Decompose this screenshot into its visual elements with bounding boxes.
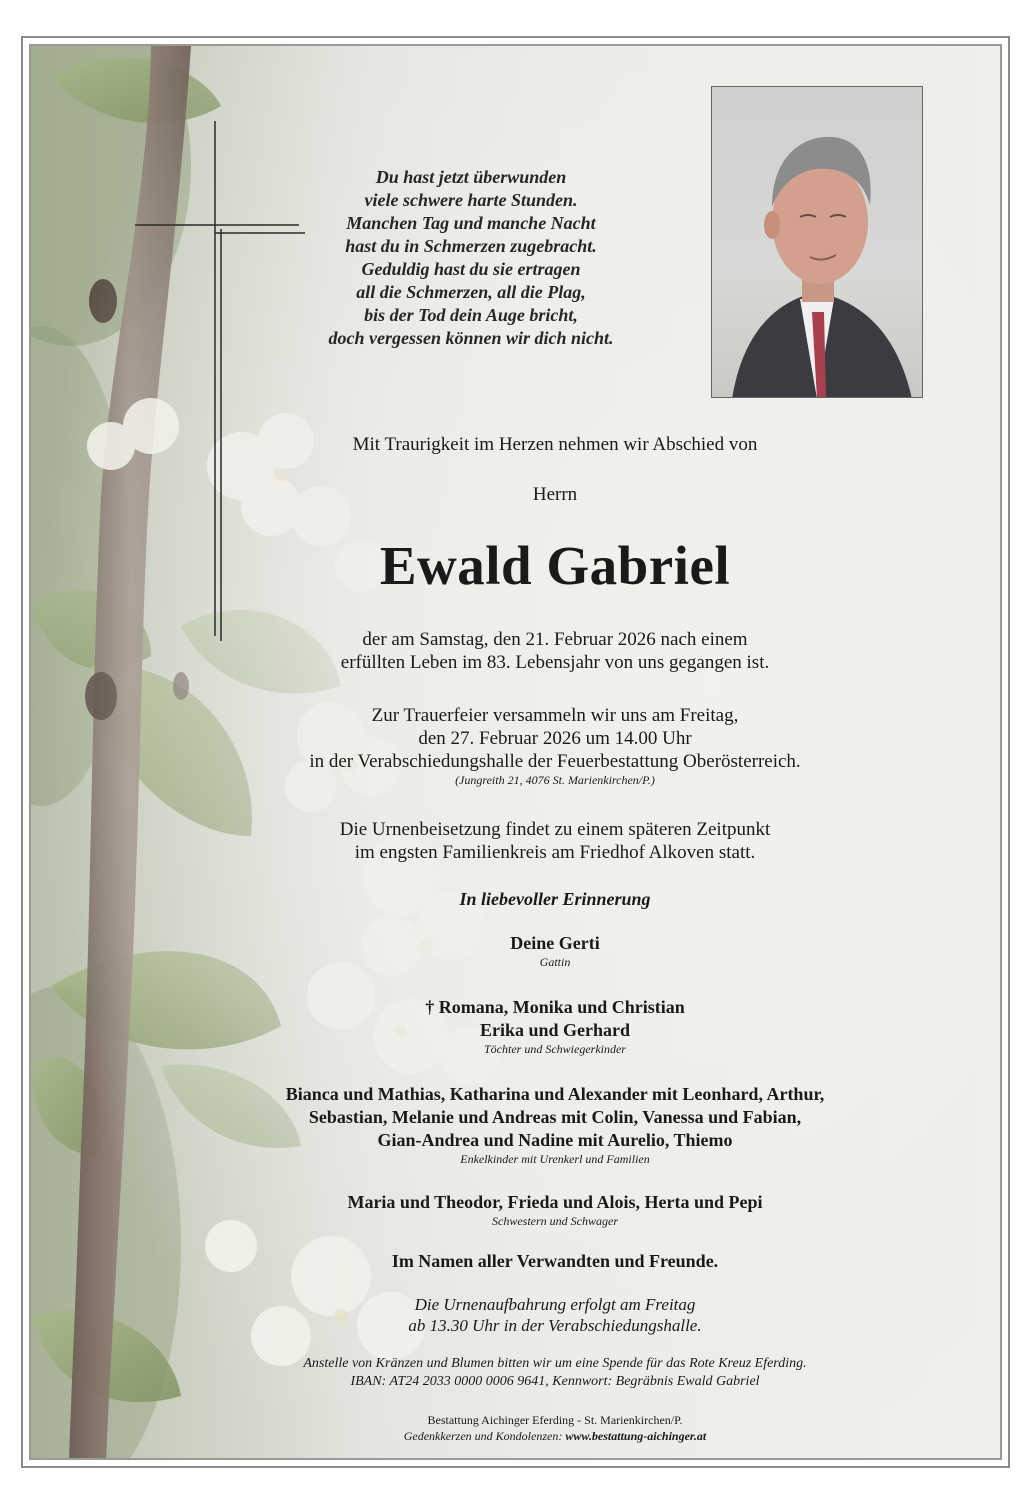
memory-heading: In liebevoller Erinnerung	[459, 889, 651, 909]
website-link[interactable]: www.bestattung-aichinger.at	[565, 1429, 707, 1443]
family-group	[31, 1191, 1002, 1229]
family-names: Maria und Theodor, Frieda und Alois, Herta und Pepi	[347, 1192, 763, 1212]
family-names: Sebastian, Melanie und Andreas mit Colin, Vanessa und Fabian,	[308, 1107, 802, 1127]
family-names: Bianca und Mathias, Katharina und Alexander mit Leonhard, Arthur,	[285, 1084, 825, 1104]
urn-burial-info	[31, 818, 1002, 864]
poem-line: Du hast jetzt überwunden	[375, 167, 567, 187]
poem-line: viele schwere harte Stunden.	[364, 190, 578, 210]
family-names: † Romana, Monika und Christian	[425, 997, 685, 1017]
family-names: Deine Gerti	[510, 933, 600, 953]
portrait-photo	[711, 86, 923, 398]
footer-condolence	[31, 1428, 1002, 1444]
poem-line: Geduldig hast du sie ertragen	[361, 259, 581, 279]
donation-line: Anstelle von Kränzen und Blumen bitten wir um eine Spende für das Rote Kreuz Eferding.	[303, 1356, 807, 1371]
poem-line: hast du in Schmerzen zugebracht.	[345, 236, 597, 256]
urn-line: Die Urnenbeisetzung findet zu einem späteren Zeitpunkt	[339, 819, 771, 840]
family-role: Schwestern und Schwager	[492, 1214, 618, 1228]
family-group	[31, 932, 1002, 970]
card	[29, 44, 1002, 1460]
donation-line: IBAN: AT24 2033 0000 0006 9641, Kennwort: Begräbnis Ewald Gabriel	[350, 1374, 760, 1389]
family-names: Erika und Gerhard	[479, 1020, 631, 1040]
portrait-image	[712, 87, 923, 398]
deceased-name: Ewald Gabriel	[379, 535, 731, 596]
poem-line: all die Schmerzen, all die Plag,	[356, 282, 586, 302]
condolence-label: Gedenkkerzen und Kondolenzen:	[403, 1429, 563, 1443]
ceremony-info	[31, 704, 1002, 788]
footer-company: Bestattung Aichinger Eferding - St. Marienkirchen/P.	[427, 1413, 683, 1427]
poem	[261, 166, 681, 350]
poem-line: bis der Tod dein Auge bricht,	[364, 305, 578, 325]
laying-out-line: Die Urnenaufbahrung erfolgt am Freitag	[414, 1295, 696, 1314]
family-group	[31, 1083, 1002, 1167]
ceremony-line: in der Verabschiedungshalle der Feuerbestattung Oberösterreich.	[309, 751, 801, 772]
salutation: Herrn	[532, 484, 578, 505]
family-group	[31, 996, 1002, 1057]
ceremony-line: den 27. Februar 2026 um 14.00 Uhr	[418, 728, 692, 749]
poem-line: Manchen Tag und manche Nacht	[346, 213, 596, 233]
poem-line: doch vergessen können wir dich nicht.	[328, 328, 614, 348]
family-role: Gattin	[539, 955, 571, 969]
ceremony-address: (Jungreith 21, 4076 St. Marienkirchen/P.)	[455, 773, 655, 787]
death-line: erfüllten Leben im 83. Lebensjahr von uns gegangen ist.	[340, 652, 770, 673]
donation-info	[31, 1355, 1002, 1391]
closing-line: Im Namen aller Verwandten und Freunde.	[391, 1251, 719, 1271]
urn-line: im engsten Familienkreis am Friedhof Alkoven statt.	[354, 842, 756, 863]
death-notice	[31, 628, 1002, 674]
intro-text: Mit Traurigkeit im Herzen nehmen wir Abschied von	[352, 434, 758, 455]
death-line: der am Samstag, den 21. Februar 2026 nach einem	[362, 629, 748, 650]
footer	[31, 1412, 1002, 1444]
family-names: Gian-Andrea und Nadine mit Aurelio, Thiemo	[377, 1130, 733, 1150]
laying-out-info	[31, 1294, 1002, 1336]
laying-out-line: ab 13.30 Uhr in der Verabschiedungshalle.	[408, 1316, 702, 1335]
ceremony-line: Zur Trauerfeier versammeln wir uns am Freitag,	[371, 705, 739, 726]
family-role: Enkelkinder mit Urenkerl und Familien	[460, 1152, 650, 1166]
family-role: Töchter und Schwiegerkinder	[484, 1042, 626, 1056]
